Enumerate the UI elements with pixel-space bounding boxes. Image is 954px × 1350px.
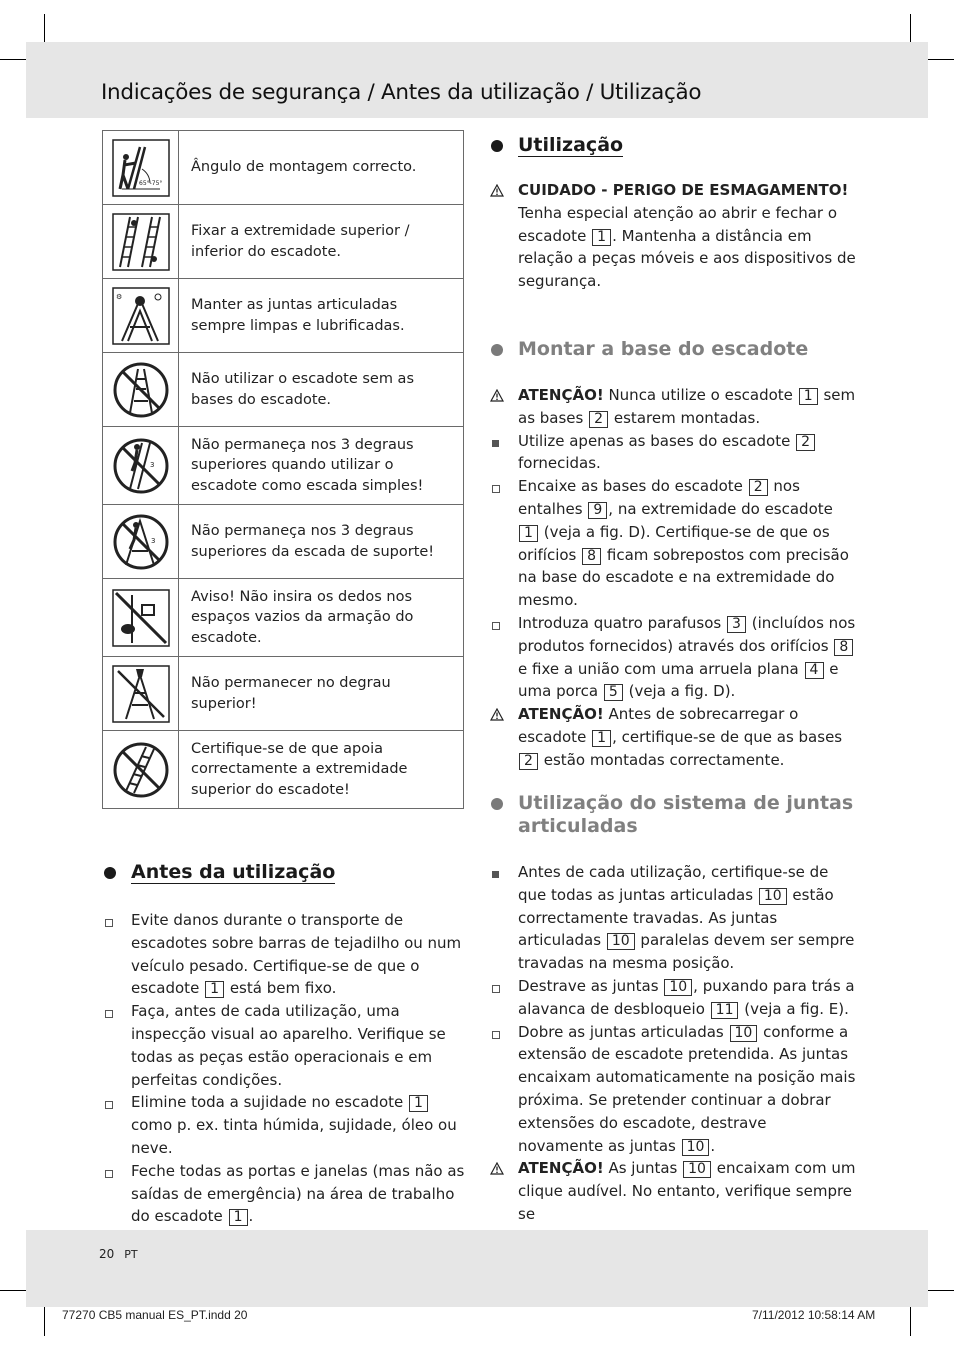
warning-icon [490,184,504,197]
table-row [103,657,464,731]
list-item: Faça, antes de cada utilização, uma inspecção visual ao aparelho. Verifique se todas as peças estão operacionais e em perfeitas condições. [131,1002,446,1089]
language-code: PT [124,1248,138,1261]
warning-icon [490,1162,504,1175]
table-row [103,505,464,579]
part-ref: 9 [588,502,607,519]
warning-paragraph: ATENÇÃO! As juntas 10 encaixam com um clique audível. No entanto, verifique sempre se [489,1157,856,1225]
print-slug-date: 7/11/2012 10:58:14 AM [752,1308,876,1322]
part-ref: 2 [796,434,815,451]
section-utilizacao [489,134,856,293]
no-ladder-without-feet-icon [112,361,170,419]
crop-mark [910,1306,911,1336]
part-ref: 5 [604,684,623,701]
crop-mark [44,14,45,44]
page-number: 20 PT [99,1247,138,1261]
safety-text: Certifique-se de que apoia correctamente a extremidade superior do escadote! [179,731,464,809]
section-heading: Montar a base do escadote [489,338,856,361]
part-ref: 8 [582,548,601,565]
warning-paragraph: ATENÇÃO! Antes de sobrecarregar o escadote 1 , certifique-se de que as bases 2 estão montadas correctamente. [489,703,856,771]
warning-icon [490,708,504,721]
section-montar [489,338,856,772]
table-row [103,579,464,657]
crop-mark [0,59,28,60]
part-ref: 10 [682,1139,710,1156]
part-ref: 1 [229,1209,248,1226]
table-row [103,731,464,809]
page-title: Indicações de segurança / Antes da utilização / Utilização [101,80,702,105]
crop-mark [910,14,911,44]
safety-table [102,130,464,809]
part-ref: 1 [519,525,538,542]
part-ref: 8 [834,639,853,656]
warning-icon [490,389,504,402]
no-top-step-icon [112,665,170,723]
part-ref: 10 [607,933,635,950]
table-row [103,427,464,505]
svg-text:3: 3 [150,536,155,545]
part-ref: 10 [730,1025,758,1042]
list-item: Utilize apenas as bases do escadote 2 fornecidas. [489,430,856,476]
safety-text: Manter as juntas articuladas sempre limpas e lubrificadas. [179,279,464,353]
part-ref: 1 [799,388,818,405]
list-item: Elimine toda a sujidade no escadote 1 como p. ex. tinta húmida, sujidade, óleo ou neve. [131,1093,457,1157]
ladder-secure-ends-icon [112,213,170,271]
page-header [26,42,928,118]
table-row [103,205,464,279]
ladder-angle-icon [112,139,170,197]
part-ref: 3 [727,616,746,633]
safety-text: Aviso! Não insira os dedos nos espaços vazios da armação do escadote. [179,579,464,657]
safety-text: Não permaneça nos 3 degraus superiores quando utilizar o escadote como escada simples! [179,427,464,505]
page-footer [26,1230,928,1307]
list-item: Encaixe as bases do escadote 2 nos entalhes 9 , na extremidade do escadote 1 (veja a fig. D). Certifique-se de que os orifícios 8 ficam sobrepostos com precisão na base do escadote e na extremidade do mesmo. [518,477,849,610]
part-ref: 1 [592,730,611,747]
part-ref: 10 [664,979,692,996]
section-antes [102,861,470,1228]
part-ref: 10 [759,888,787,905]
list-item: Feche todas as portas e janelas (mas não as saídas de emergência) na área de trabalho do escadote 1 . [131,1161,465,1226]
list-item: Introduza quatro parafusos 3 (incluídos nos produtos fornecidos) através dos orifícios 8 e fixe a união com uma arruela plana 4 e uma porca 5 (veja a fig. D). [518,613,856,701]
list-item: Antes de cada utilização, certifique-se de que todas as juntas articuladas 10 estão correctamente travadas. As juntas articuladas 10 paralelas devem ser sempre travadas na mesma posição. [518,863,855,973]
part-ref: 10 [683,1161,711,1178]
crop-mark [926,59,954,60]
list-item: Destrave as juntas 10 , puxando para trás a alavanca de desbloqueio 11 (veja a fig. E). [518,976,855,1018]
safety-text: Não permaneça nos 3 degraus superiores da escada de suporte! [179,505,464,579]
part-ref: 1 [205,981,224,998]
part-ref: 4 [805,662,824,679]
part-ref: 11 [711,1002,739,1019]
crop-mark [44,1306,45,1336]
svg-text:3: 3 [149,460,154,469]
print-slug-file: 77270 CB5 manual ES_PT.indd 20 [62,1308,248,1322]
list-item: Evite danos durante o transporte de escadotes sobre barras de tejadilho ou num veículo pesado. Certifique-se de que o escadote 1 está bem fixo. [131,911,462,998]
part-ref: 2 [589,411,608,428]
section-heading: Utilização [489,134,856,157]
table-row [103,353,464,427]
safety-text: Não utilizar o escadote sem as bases do escadote. [179,353,464,427]
list-item: Dobre as juntas articuladas 10 conforme a extensão de escadote pretendida. As juntas encaixam automaticamente na posição mais próxima. Se pretender continuar a dobrar extensões do escadote, destrave novamente as juntas 10 . [518,1022,856,1155]
crop-mark [0,1290,28,1291]
section-heading: Utilização do sistema de juntas articuladas [489,792,856,838]
no-top-3-steps-support-icon [112,513,170,571]
crop-mark [926,1290,954,1291]
table-row [103,131,464,205]
ladder-lubricate-joints-icon [112,287,170,345]
part-ref: 1 [409,1095,428,1112]
safety-text: Fixar a extremidade superior / inferior do escadote. [179,205,464,279]
no-fingers-in-gaps-icon [112,589,170,647]
warning-paragraph: ATENÇÃO! Nunca utilize o escadote 1 sem as bases 2 estarem montadas. [489,384,856,430]
secure-top-support-icon [112,741,170,799]
part-ref: 1 [592,229,611,246]
section-heading: Antes da utilização [102,861,470,884]
section-juntas [489,792,856,1226]
svg-text:⚙: ⚙ [115,292,122,301]
table-row [103,279,464,353]
no-top-3-steps-icon [112,437,170,495]
warning-paragraph: CUIDADO - PERIGO DE ESMAGAMENTO! Tenha especial atenção ao abrir e fechar o escadote 1 . Mantenha a distância em relação a peças móveis e aos dispositivos de segurança. [489,179,856,293]
svg-text:65°-75°: 65°-75° [138,179,162,187]
safety-text: Não permanecer no degrau superior! [179,657,464,731]
part-ref: 2 [749,479,768,496]
part-ref: 2 [519,753,538,770]
safety-text: Ângulo de montagem correcto. [179,131,464,205]
